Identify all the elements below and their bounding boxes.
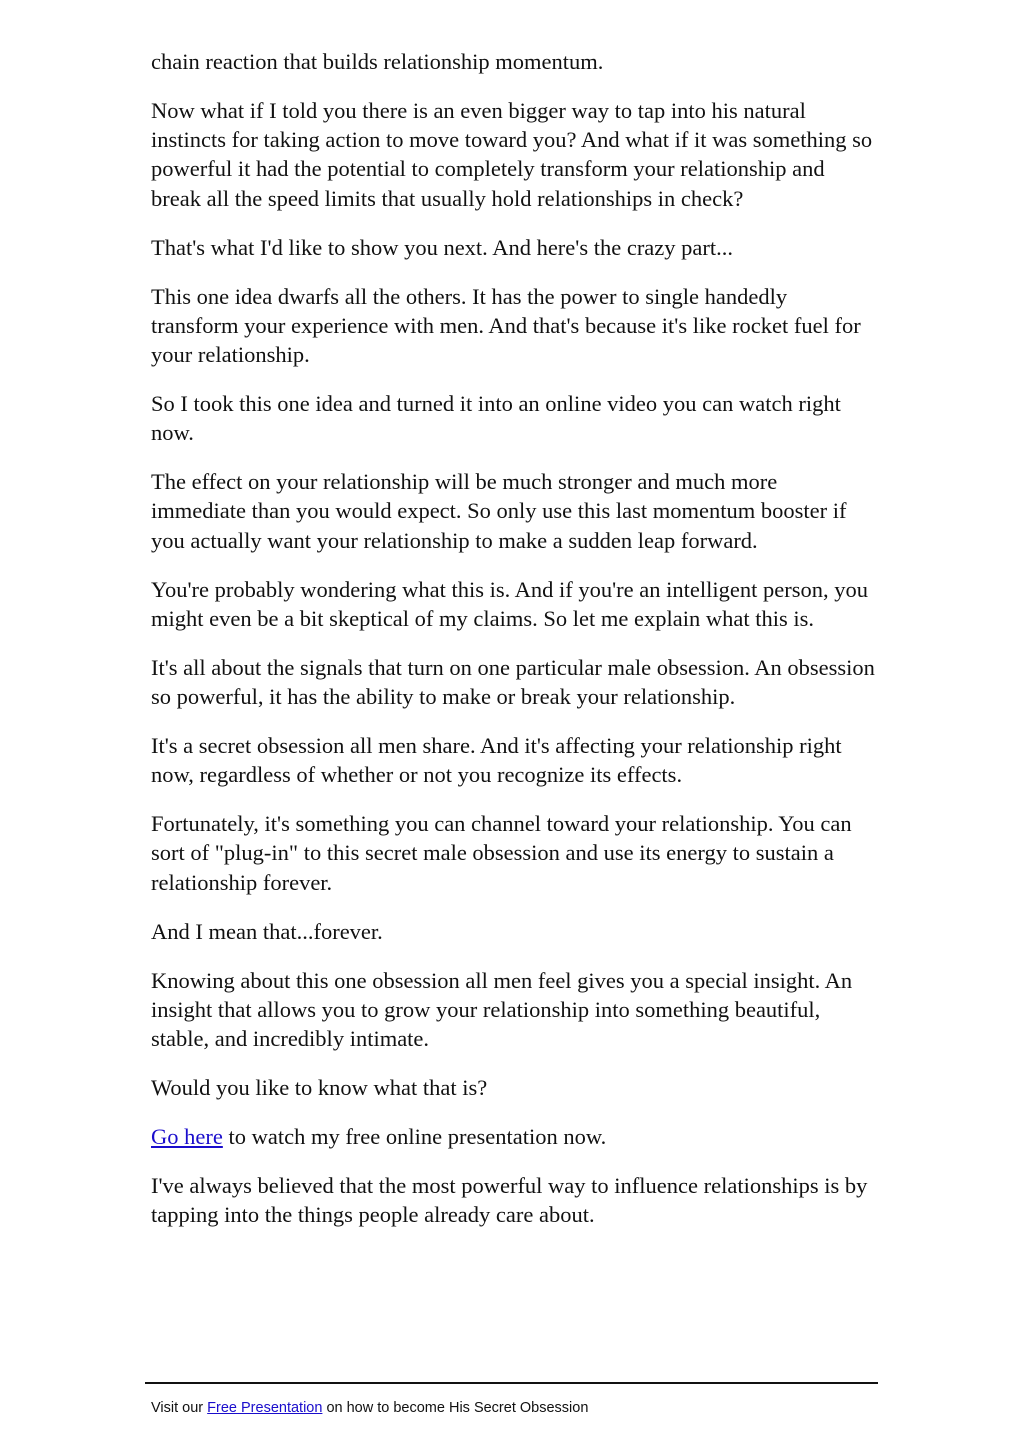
paragraph-6: The effect on your relationship will be much stronger and much more immediate than you would expect. So only use this last momentum booster if you actually want your relationship to make a sudden leap forward. xyxy=(151,469,847,553)
go-here-link[interactable]: Go here xyxy=(151,1124,223,1150)
paragraph-10: Fortunately, it's something you can channel toward your relationship. You can sort of "plug-in" to this secret male obsession and use its energy to sustain a relationship forever. xyxy=(151,811,852,895)
paragraph-3: That's what I'd like to show you next. And here's the crazy part... xyxy=(151,234,734,260)
paragraph-8: It's all about the signals that turn on one particular male obsession. An obsession so powerful, it has the ability to make or break your relationship. xyxy=(151,654,875,710)
document-body xyxy=(151,47,876,1249)
cta-rest-text: to watch my free online presentation now. xyxy=(222,1124,607,1150)
footer-divider xyxy=(145,1382,878,1384)
paragraph-5: So I took this one idea and turned it into an online video you can watch right now. xyxy=(151,391,841,446)
paragraph-9: It's a secret obsession all men share. And it's affecting your relationship right now, regardless of whether or not you recognize its effects. xyxy=(151,733,842,788)
cta-paragraph xyxy=(151,1122,876,1151)
paragraph-7: You're probably wondering what this is. And if you're an intelligent person, you might even be a bit skeptical of my claims. So let me explain what this is. xyxy=(151,576,868,631)
paragraph-12: Knowing about this one obsession all men feel gives you a special insight. An insight that allows you to grow your relationship into something beautiful, stable, and incredibly intimate. xyxy=(151,967,853,1052)
footer xyxy=(151,1398,588,1418)
paragraph-2: Now what if I told you there is an even bigger way to tap into his natural instincts for taking action to move toward you? And what if it was something so powerful it had the potential to completely transform your relationship and break all the speed limits that usually hold relationships in check? xyxy=(151,98,873,211)
footer-prefix: Visit our xyxy=(151,1400,208,1416)
paragraph-1: chain reaction that builds relationship momentum. xyxy=(151,49,604,74)
paragraph-13: Would you like to know what that is? xyxy=(151,1075,488,1101)
paragraph-4: This one idea dwarfs all the others. It has the power to single handedly transform your experience with men. And that's because it's like rocket fuel for your relationship. xyxy=(151,283,861,368)
free-presentation-link[interactable]: Free Presentation xyxy=(207,1400,323,1416)
paragraph-11: And I mean that...forever. xyxy=(151,918,383,944)
closing-paragraph: I've always believed that the most powerful way to influence relationships is by tapping into the things people already care about. xyxy=(151,1173,868,1228)
footer-suffix: on how to become His Secret Obsession xyxy=(322,1400,589,1416)
